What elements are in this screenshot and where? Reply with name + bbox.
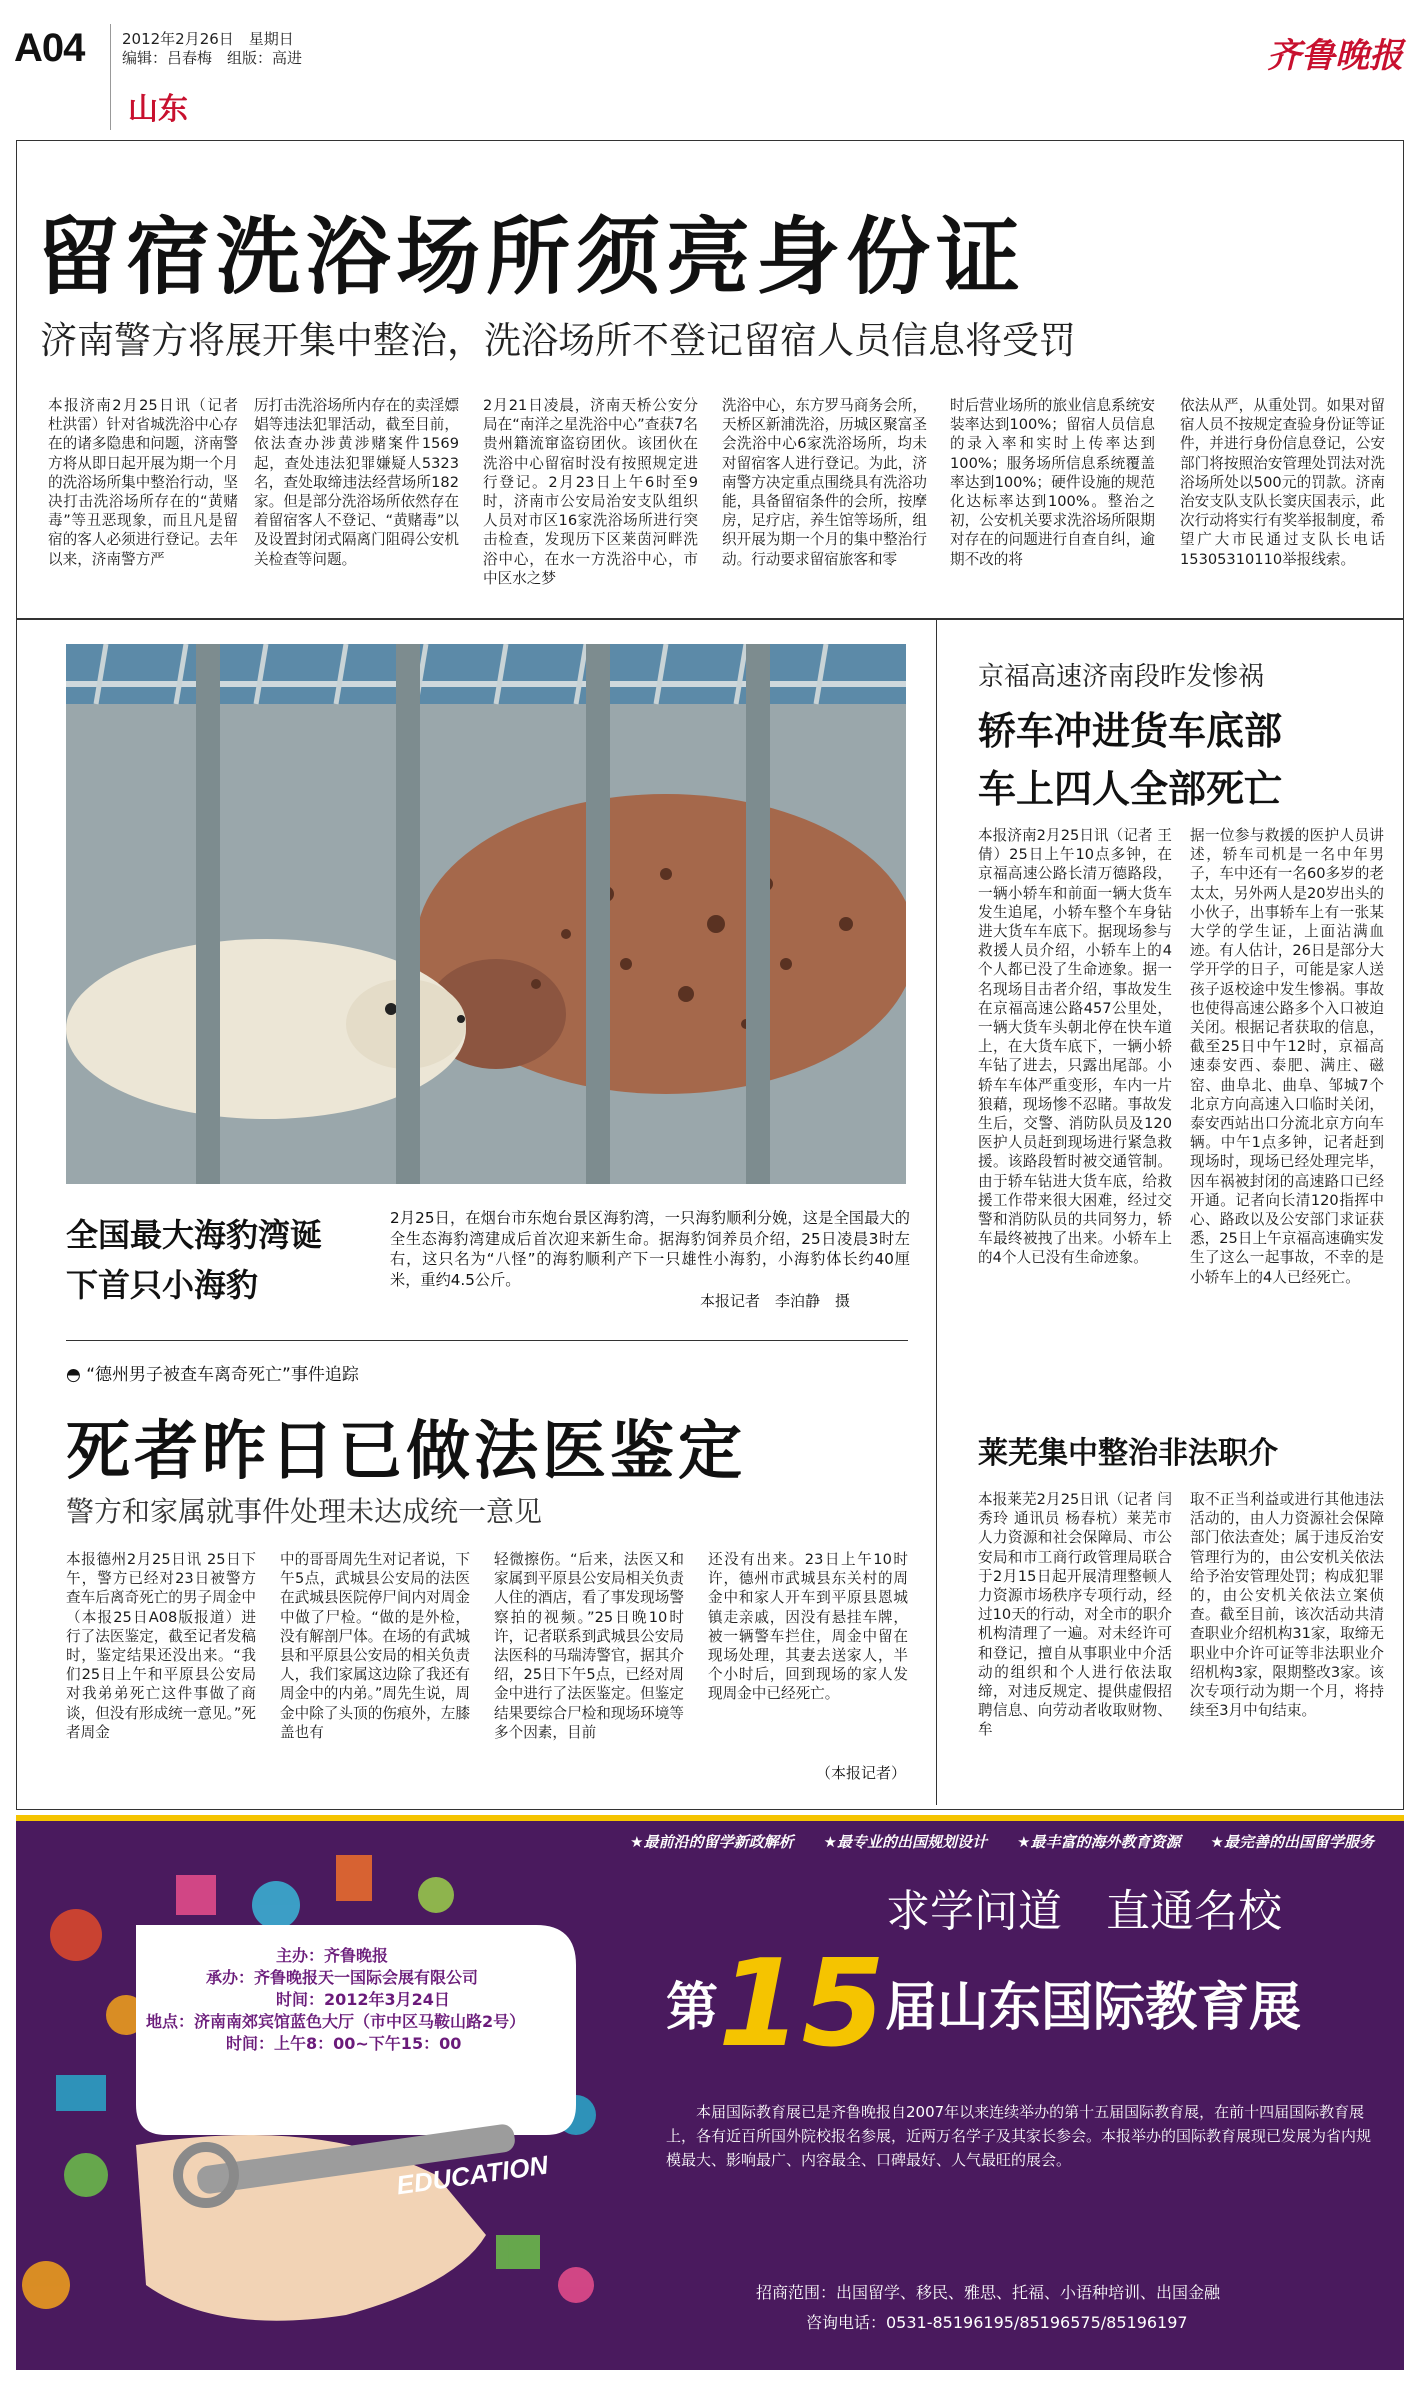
ad-date: 时间：2012年3月24日	[276, 1990, 450, 2009]
header-divider	[110, 24, 111, 130]
ad-bullets	[16, 1815, 1404, 1865]
editor-line: 编辑：吕春梅 组版：高进	[122, 49, 303, 67]
lead-col-4: 洗浴中心，东方罗马商务会所，天桥区新浦洗浴，历城区聚富圣会洗浴中心6家洗浴场所，均未对留宿客人进行登记。为此，济南警方决定重点围绕具有洗浴功能，具备留宿条件的会所，按摩房，足疗店，养生馆等场所，组织开展为期一个月的集中整治行动。行动要求留宿旅客和零	[722, 397, 927, 568]
education-expo-ad	[16, 1815, 1404, 2370]
ad-bullet-3: ★最丰富的海外教育资源	[1017, 1833, 1181, 1851]
key-text: EDUCATION	[394, 2149, 550, 2201]
page-number: A04	[14, 26, 85, 70]
sidebar2-col-2: 取不正当利益或进行其他违法活动的，由人力资源社会保障部门依法查处；属于违反治安管理行为的，由公安机关依法给予治安管理处罚；构成犯罪的，由公安机关依法立案侦查。截至目前，该次活动共清查职业介绍机构31家，取缔无职业中介许可证等非法职业介绍机构3家，限期整改3家。该次专项行动为期一个月，将持续至3月中旬结束。	[1190, 1491, 1384, 1720]
sidebar2-col-1: 本报莱芜2月25日讯（记者 闫秀玲 通讯员 杨春杭）莱芜市人力资源和社会保障局、市公安局和市工商行政管理局联合于2月15日起开展清理整顿人力资源市场秩序专项行动，经过10天的行动，对全市的职介机构清理了一遍。对未经许可和登记，擅自从事职业中介活动的组织和个人进行依法取缔，对违反规定、提供虚假招聘信息、向劳动者收取财物、牟	[978, 1491, 1172, 1739]
story2-headline: 死者昨日已做法医鉴定	[66, 1415, 746, 1489]
lead-col-6: 依法从严，从重处罚。如果对留宿人员不按规定查验身份证等证件，并进行身份信息登记，公安部门将按照治安管理处罚法对洗浴场所处以500元的罚款。济南治安支队支队长窦庆国表示，此次行动将实行有奖举报制度，希望广大市民通过支队长电话15305310110举报线索。	[1180, 397, 1385, 568]
sidebar1-kicker: 京福高速济南段昨发惨祸	[978, 662, 1265, 692]
photo-caption-text: 2月25日，在烟台市东炮台景区海豹湾，一只海豹顺利分娩，这是全国最大的全生态海豹湾建成后首次迎来新生命。据海豹饲养员介绍，25日凌晨3时左右，这只名为“八怪”的海豹顺利产下一只雄性小海豹，小海豹体长约40厘米，重约4.5公斤。	[390, 1209, 910, 1289]
lead-subhead: 济南警方将展开集中整治，洗浴场所不登记留宿人员信息将受罚	[40, 319, 1076, 362]
section-rule	[16, 618, 1404, 620]
lead-col-3: 2月21日凌晨，济南天桥公安分局在“南洋之星洗浴中心”查获7名贵州籍流窜盗窃团伙。该团伙在洗浴中心留宿时没有按照规定进行登记。2月23日上午6时至9时，济南市公安局治安支队组织人员对市区16家洗浴场所进行突击检查，发现历下区莱茵河畔洗浴中心，在水一方洗浴中心，市中区水之梦	[483, 397, 698, 587]
story2-col-3: 轻微擦伤。“后来，法医又和家属到平原县公安局相关负责人住的酒店，看了事发现场警察拍的视频。”25日晚10时许，记者联系到武城县公安局法医科的马瑞涛警官，据其介绍，25日下午5点，已经对周金中进行了法医鉴定。但鉴定结果要综合尸检和现场环境等多个因素，目前	[494, 1551, 684, 1741]
story2-credit: （本报记者）	[816, 1764, 907, 1782]
seal-photo	[66, 644, 906, 1184]
story2-subhead: 警方和家属就事件处理未达成统一意见	[66, 1495, 543, 1528]
sidebar1-col-2: 据一位参与救援的医护人员讲述，轿车司机是一名中年男子，车中还有一名60多岁的老太太，另外两人是20岁出头的小伙子，出事轿车上有一张某大学的学生证，上面沾满血迹。有人估计，26日是部分大学开学的日子，可能是家人送孩子返校途中发生惨祸。事故也使得高速公路多个入口被迫关闭。根据记者获取的信息，截至25日中午12时，京福高速泰安西、泰肥、满庄、磁窑、曲阜北、曲阜、邹城7个北京方向高速入口临时关闭，泰安西站出口分流北京方向车辆。中午1点多钟，记者赶到现场时，现场已经处理完毕，因车祸被封闭的高速路口已经开通。记者向长清120指挥中心、路政以及公安部门求证获悉，25日上午京福高速确实发生了这么一起事故，不幸的是小轿车上的4人已经死亡。	[1190, 827, 1384, 1286]
sidebar1-col-1: 本报济南2月25日讯（记者 王倩）25日上午10点多钟，在京福高速公路长清万德路段，一辆小轿车和前面一辆大货车发生追尾，小轿车整个车身钻进大货车车底下。据现场参与救援人员介绍，小轿车上的4个人都已没了生命迹象。据一名现场目击者介绍，事故发生在京福高速公路457公里处，一辆大货车头朝北停在快车道上，在大货车底下，一辆小轿车钻了进去，只露出尾部。小轿车车体严重变形，车内一片狼藉，现场惨不忍睹。事故发生后，交警、消防队员及120医护人员赶到现场进行紧急救援。该路段暂时被交通管制。由于轿车钻进大货车底，给救援工作带来很大困难，经过交警和消防队员的共同努力，轿车最终被拽了出来。小轿车上的4个人已没有生命迹象。	[978, 827, 1172, 1267]
photo-credit: 本报记者 李泊静 摄	[700, 1292, 851, 1310]
lead-col-5: 时后营业场所的旅业信息系统安装率达到100%；留宿人员信息的录入率和实时上传率达到100%；服务场所信息系统覆盖率达到100%；硬件设施的规范化达标率达到100%。整治之初，公安机关要求洗浴场所限期对存在的问题进行自查自纠，逾期不改的将	[950, 397, 1155, 568]
sidebar2-title: 莱芜集中整治非法职介	[978, 1436, 1278, 1471]
ad-hours: 时间：上午8：00~下午15：00	[226, 2034, 462, 2053]
column-divider	[936, 620, 937, 1805]
ad-venue: 地点：济南南郊宾馆蓝色大厅（市中区马鞍山路2号）	[146, 2012, 526, 2031]
header-meta	[122, 30, 302, 68]
story2-rule	[66, 1340, 908, 1341]
ad-phone: 咨询电话：0531-85196195/85196575/85196197	[806, 2313, 1188, 2332]
ad-title-pre: 第	[666, 1978, 719, 2038]
ad-scope: 招商范围：出国留学、移民、雅思、托福、小语种培训、出国金融	[756, 2283, 1221, 2302]
ad-bullet-2: ★最专业的出国规划设计	[823, 1833, 988, 1851]
lead-col-2: 厉打击洗浴场所内存在的卖淫嫖娼等违法犯罪活动，截至目前，依法查办涉黄涉赌案件1569起，查处违法犯罪嫌疑人5323名，查处取缔违法经营场所182家。但是部分洗浴场所依然存在着留宿客人不登记、“黄赌毒”以及设置封闭式隔离门阻碍公安机关检查等问题。	[254, 397, 459, 568]
date-line: 2012年2月26日 星期日	[122, 30, 294, 48]
story2-col-2: 中的哥哥周先生对记者说，下午5点，武城县公安局的法医在武城县医院停尸间内对周金中做了尸检。“做的是外检，没有解剖尸体。在场的有武城县和平原县公安局的相关负责人，我们家属这边除了我还有周金中的内弟。”周先生说，周金中除了头顶的伤痕外，左膝盖也有	[280, 1551, 470, 1741]
sidebar1-title-line2: 车上四人全部死亡	[978, 767, 1283, 811]
seal-photo-illustration	[66, 644, 906, 1184]
ad-bullet-4: ★最完善的出国留学服务	[1210, 1833, 1374, 1851]
story2-col-4: 还没有出来。23日上午10时许，德州市武城县东关村的周金中和家人开车到平原县恩城镇走亲戚，因没有悬挂车牌，被一辆警车拦住，周金中留在现场处理，其妻去送家人，半个小时后，回到现场的家人发现周金中已经死亡。	[708, 1551, 908, 1703]
newspaper-logo: 齐鲁晚报	[1267, 36, 1403, 76]
ad-title-number: 15	[718, 1935, 886, 2074]
ad-host: 主办：齐鲁晚报	[276, 1946, 389, 1965]
story2-kicker-text: “德州男子被查车离奇死亡”事件追踪	[86, 1365, 359, 1385]
ad-title	[666, 1935, 1301, 2074]
lead-headline: 留宿洗浴场所须亮身份证	[36, 208, 1027, 306]
ad-bullet-1: ★最前沿的留学新政解析	[630, 1833, 794, 1851]
ad-title-post: 届山东国际教育展	[885, 1978, 1302, 2038]
ad-organizer: 承办：齐鲁晚报天一国际会展有限公司	[206, 1968, 479, 1987]
ad-event-info	[146, 1945, 526, 2055]
story2-col-1: 本报德州2月25日讯 25日下午，警方已经对23日被警方查车后离奇死亡的男子周金中（本报25日A08版报道）进行了法医鉴定，截至记者发稿时，鉴定结果还没出来。“我们25日上午和平原县公安局对我弟弟死亡这件事做了商谈，但没有形成统一意见。”死者周金	[66, 1551, 256, 1741]
ad-slogan: 求学问道 直通名校	[886, 1886, 1282, 1937]
photo-caption-title: 全国最大海豹湾诞下首只小海豹	[66, 1216, 323, 1304]
ad-intro: 本届国际教育展已是齐鲁晚报自2007年以来连续举办的第十五届国际教育展，在前十四届国际教育展上，各有近百所国外院校报名参展，近两万名学子及其家长参会。本报举办的国际教育展现已发展为省内规模最大、影响最广、内容最全、口碑最好、人气最旺的展会。	[666, 2103, 1372, 2169]
sidebar1-title-line1: 轿车冲进货车底部	[978, 709, 1283, 753]
eye-icon: ◓	[66, 1365, 81, 1385]
lead-col-1: 本报济南2月25日讯（记者 杜洪雷）针对省城洗浴中心存在的诸多隐患和问题，济南警方将从即日起开展为期一个月的洗浴场所集中整治行动，坚决打击洗浴场所存在的“黄赌毒”等丑恶现象，而且凡是留宿的客人必须进行登记。去年以来，济南警方严	[48, 397, 238, 568]
section-label: 山东	[128, 92, 188, 127]
story2-kicker	[66, 1360, 359, 1385]
